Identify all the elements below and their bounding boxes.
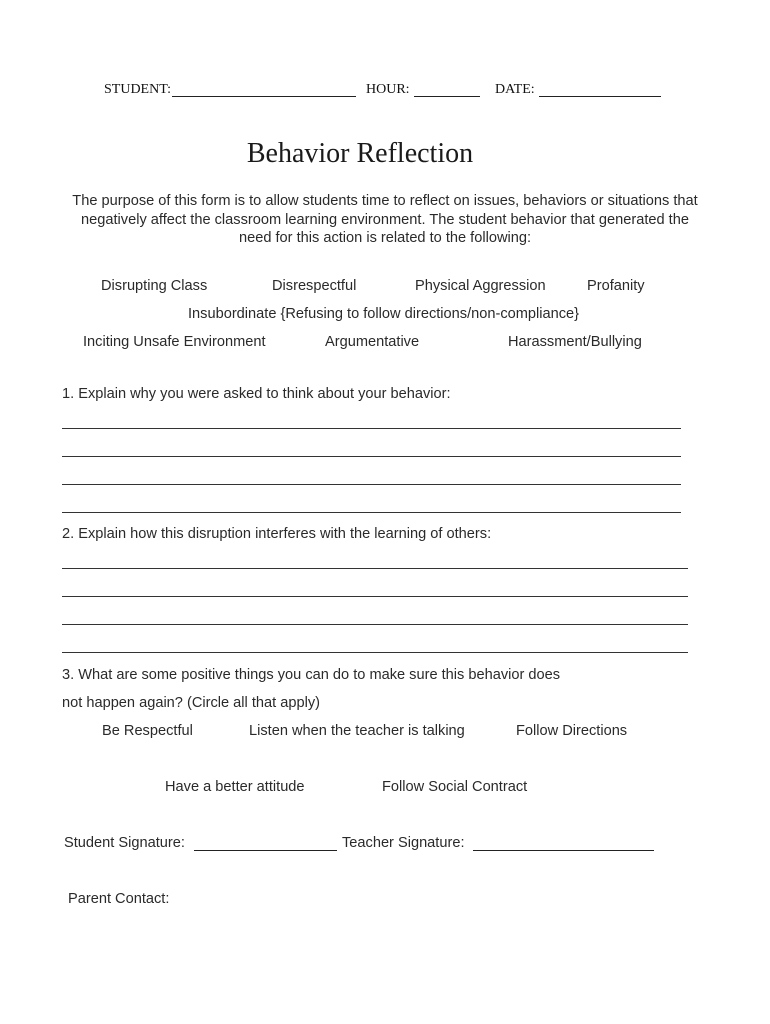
answer-line[interactable] xyxy=(62,624,688,625)
answer-line[interactable] xyxy=(62,456,681,457)
option-physical-aggression[interactable]: Physical Aggression xyxy=(415,278,546,294)
teacher-signature-label: Teacher Signature: xyxy=(342,835,465,851)
date-field[interactable] xyxy=(539,96,661,97)
teacher-signature-field[interactable] xyxy=(473,850,654,851)
student-signature-field[interactable] xyxy=(194,850,337,851)
answer-line[interactable] xyxy=(62,428,681,429)
hour-field[interactable] xyxy=(414,96,480,97)
hour-label: HOUR: xyxy=(366,82,410,97)
option-disrespectful[interactable]: Disrespectful xyxy=(272,278,357,294)
answer-line[interactable] xyxy=(62,652,688,653)
question-3-line-2: not happen again? (Circle all that apply) xyxy=(62,695,320,711)
answer-line[interactable] xyxy=(62,484,681,485)
student-name-field[interactable] xyxy=(172,96,356,97)
answer-line[interactable] xyxy=(62,512,681,513)
option-better-attitude[interactable]: Have a better attitude xyxy=(165,779,305,795)
question-3-line-1: 3. What are some positive things you can do to make sure this behavior does xyxy=(62,667,561,683)
student-label: STUDENT: xyxy=(104,82,171,97)
question-1: 1. Explain why you were asked to think about your behavior: xyxy=(62,386,451,402)
answer-line[interactable] xyxy=(62,568,688,569)
option-argumentative[interactable]: Argumentative xyxy=(325,334,420,350)
option-follow-directions[interactable]: Follow Directions xyxy=(516,723,628,739)
student-signature-label: Student Signature: xyxy=(64,835,185,851)
option-listen-teacher[interactable]: Listen when the teacher is talking xyxy=(249,723,465,739)
intro-paragraph: The purpose of this form is to allow students time to reflect on issues, behaviors or situations that negatively affect the classroom learning environment. The student behavior that generated the need for this action is related to the following: xyxy=(72,193,698,246)
answer-line[interactable] xyxy=(62,596,688,597)
parent-contact-label: Parent Contact: xyxy=(68,891,170,907)
date-label: DATE: xyxy=(495,82,535,97)
option-profanity[interactable]: Profanity xyxy=(587,278,645,294)
option-social-contract[interactable]: Follow Social Contract xyxy=(382,779,528,795)
option-disrupting-class[interactable]: Disrupting Class xyxy=(101,278,208,294)
option-be-respectful[interactable]: Be Respectful xyxy=(102,723,193,739)
option-harassment-bullying[interactable]: Harassment/Bullying xyxy=(508,334,642,350)
question-2: 2. Explain how this disruption interferes with the learning of others: xyxy=(62,526,492,542)
page-title: Behavior Reflection xyxy=(246,138,474,169)
option-insubordinate[interactable]: Insubordinate {Refusing to follow directions/non-compliance} xyxy=(188,306,580,322)
option-inciting-unsafe[interactable]: Inciting Unsafe Environment xyxy=(83,334,266,350)
